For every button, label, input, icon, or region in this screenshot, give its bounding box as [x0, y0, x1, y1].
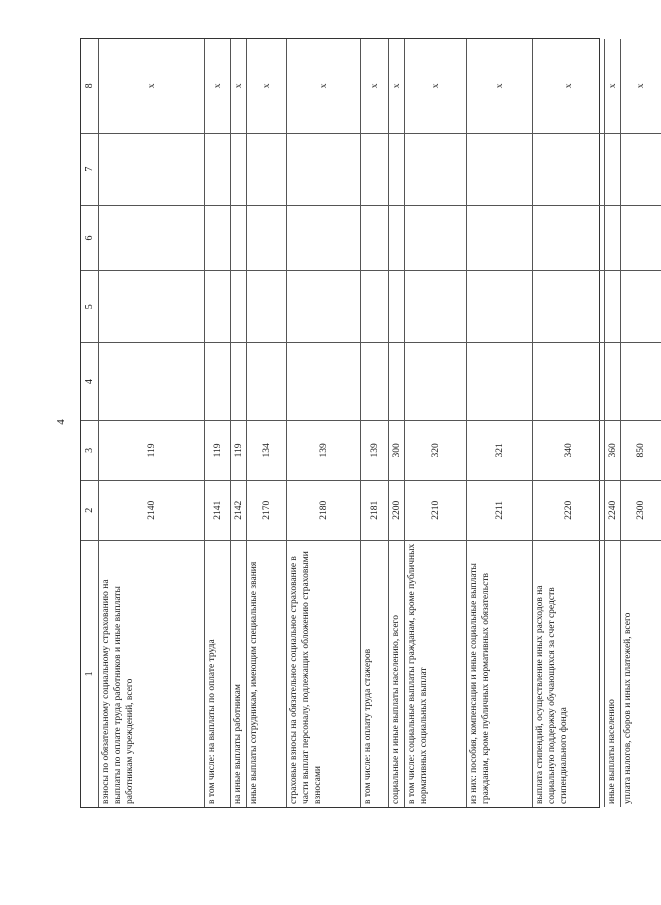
row-code: 2141 — [205, 480, 230, 540]
row-col-6 — [205, 205, 230, 271]
row-col-5 — [231, 270, 246, 342]
row-col-8: x — [212, 83, 223, 89]
row-col-8: x — [563, 83, 574, 89]
row-code: 2240 — [605, 480, 620, 540]
table-row — [405, 39, 467, 807]
row-col-5 — [99, 270, 204, 342]
row-col-6 — [287, 205, 360, 271]
row-col-6 — [621, 205, 661, 271]
budget-table — [80, 38, 646, 808]
row-col-7 — [405, 133, 466, 205]
table-row — [361, 39, 389, 807]
row-col-5 — [287, 270, 360, 342]
row-col-5 — [621, 270, 661, 342]
row-col-4 — [533, 342, 604, 420]
row-col-6 — [605, 205, 620, 271]
row-name: страховые взносы на обязательное социальное страхование в части выплат персоналу, подлежащих обложению страховыми взносами — [287, 540, 360, 807]
row-col-5 — [205, 270, 230, 342]
row-col-7 — [231, 133, 246, 205]
row-col-5 — [247, 270, 286, 342]
header-col-1: 1 — [81, 540, 98, 807]
row-col-7 — [621, 133, 661, 205]
row-name: из них: пособия, компенсации и иные социальные выплаты гражданам, кроме публичных нормативных обязательств — [467, 540, 532, 807]
row-col-4 — [605, 342, 620, 420]
row-col-5 — [361, 270, 388, 342]
header-col-4: 4 — [81, 342, 98, 420]
page-number: 4 — [54, 419, 67, 425]
row-col-8: x — [318, 83, 329, 89]
row-name: в том числе: на выплаты по оплате труда — [205, 540, 230, 807]
row-col-6 — [247, 205, 286, 271]
header-col-5: 5 — [81, 270, 98, 342]
row-col-7 — [287, 133, 360, 205]
row-col-8: x — [430, 83, 441, 89]
row-col-4 — [231, 342, 246, 420]
row-kbk: 340 — [533, 420, 604, 480]
row-col-4 — [621, 342, 661, 420]
row-code: 2142 — [231, 480, 246, 540]
row-col-7 — [205, 133, 230, 205]
row-col-8: x — [146, 83, 157, 89]
row-col-6 — [361, 205, 388, 271]
row-code: 2170 — [247, 480, 286, 540]
row-col-5 — [467, 270, 532, 342]
row-col-4 — [99, 342, 204, 420]
row-code: 2180 — [287, 480, 360, 540]
row-name: взносы по обязательному социальному страхованию на выплаты по оплате труда работников и иные выплаты работникам учреждений, всего — [99, 540, 204, 807]
row-col-6 — [389, 205, 404, 271]
row-col-7 — [467, 133, 532, 205]
row-name: социальные и иные выплаты населению, всего — [389, 540, 404, 807]
row-col-6 — [231, 205, 246, 271]
row-kbk: 139 — [287, 420, 360, 480]
row-kbk: 139 — [361, 420, 388, 480]
row-code: 2210 — [405, 480, 466, 540]
row-kbk: 360 — [605, 420, 620, 480]
row-kbk: 321 — [467, 420, 532, 480]
row-kbk: 320 — [405, 420, 466, 480]
row-col-7 — [99, 133, 204, 205]
row-name: иные выплаты сотрудникам, имеющим специальные звания — [247, 540, 286, 807]
table-header-row — [81, 39, 99, 807]
header-col-7: 7 — [81, 133, 98, 205]
row-col-4 — [405, 342, 466, 420]
row-col-7 — [247, 133, 286, 205]
row-col-8: x — [233, 83, 244, 89]
row-code: 2181 — [361, 480, 388, 540]
table-row — [205, 39, 231, 807]
header-col-3: 3 — [81, 420, 98, 480]
row-code: 2300 — [621, 480, 661, 540]
row-name: иные выплаты населению — [605, 540, 620, 807]
table-row — [99, 39, 205, 807]
row-code: 2200 — [389, 480, 404, 540]
row-col-8: x — [369, 83, 380, 89]
row-col-5 — [405, 270, 466, 342]
row-col-4 — [389, 342, 404, 420]
table-row — [467, 39, 533, 807]
row-col-5 — [533, 270, 604, 342]
row-col-4 — [287, 342, 360, 420]
row-col-8: x — [391, 83, 402, 89]
table-row — [605, 39, 621, 807]
row-name: уплата налогов, сборов и иных платежей, всего — [621, 540, 661, 807]
header-col-2: 2 — [81, 480, 98, 540]
table-row — [533, 39, 605, 807]
row-col-7 — [533, 133, 604, 205]
row-col-6 — [405, 205, 466, 271]
row-col-8: x — [607, 83, 618, 89]
row-col-6 — [467, 205, 532, 271]
row-col-5 — [605, 270, 620, 342]
row-col-6 — [99, 205, 204, 271]
row-col-7 — [389, 133, 404, 205]
row-kbk: 119 — [205, 420, 230, 480]
row-code: 2220 — [533, 480, 604, 540]
row-col-6 — [533, 205, 604, 271]
row-name: в том числе: социальные выплаты гражданам, кроме публичных нормативных социальных выплат — [405, 540, 466, 807]
row-col-4 — [247, 342, 286, 420]
table-row — [287, 39, 361, 807]
row-kbk: 300 — [389, 420, 404, 480]
row-kbk: 850 — [621, 420, 661, 480]
row-kbk: 119 — [99, 420, 204, 480]
row-name: выплата стипендий, осуществление иных расходов на социальную поддержку обучающихся за счет средств стипендиального фонда — [533, 540, 604, 807]
header-col-6: 6 — [81, 205, 98, 271]
header-col-8: 8 — [83, 83, 95, 89]
row-kbk: 119 — [231, 420, 246, 480]
row-col-8: x — [494, 83, 505, 89]
row-col-4 — [467, 342, 532, 420]
row-col-8: x — [636, 83, 646, 89]
row-col-4 — [361, 342, 388, 420]
table-row — [231, 39, 247, 807]
row-kbk: 134 — [247, 420, 286, 480]
row-name: на иные выплаты работникам — [231, 540, 246, 807]
row-col-7 — [361, 133, 388, 205]
table-row — [621, 39, 661, 807]
row-col-8: x — [261, 83, 272, 89]
table-row — [247, 39, 287, 807]
row-code: 2140 — [99, 480, 204, 540]
row-code: 2211 — [467, 480, 532, 540]
row-col-4 — [205, 342, 230, 420]
row-name: в том числе: на оплату труда стажеров — [361, 540, 388, 807]
row-col-5 — [389, 270, 404, 342]
row-col-7 — [605, 133, 620, 205]
table-row — [389, 39, 405, 807]
